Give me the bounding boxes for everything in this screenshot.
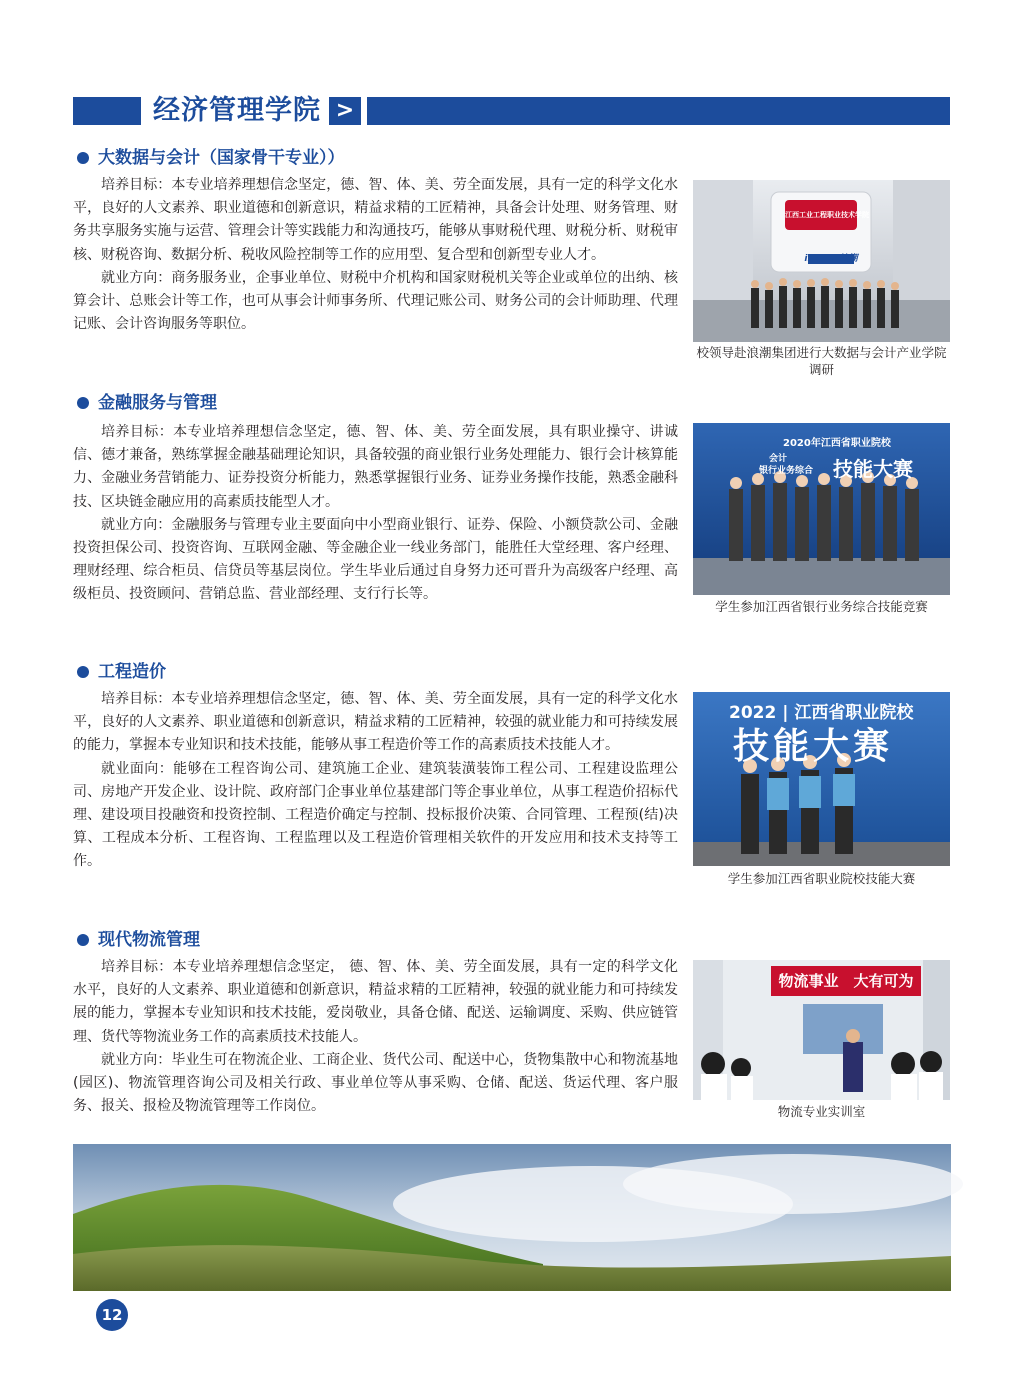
banner-big-text: 技能大赛	[733, 726, 894, 767]
section-heading	[73, 660, 951, 686]
banner-line-2: 会计	[769, 454, 788, 464]
program-logistics	[73, 928, 951, 1128]
banner-line-3: 银行业务综合	[759, 466, 814, 476]
section-body	[73, 956, 678, 1118]
section-header	[73, 97, 950, 125]
section-title: 现代物流管理	[98, 930, 200, 950]
photo-logistics-lab	[693, 960, 950, 1100]
banner-text: 物流事业 大有可为	[778, 972, 914, 990]
photo-caption: 学生参加江西省职业院校技能大赛	[727, 871, 916, 886]
landscape-banner	[73, 1144, 951, 1291]
paragraph-career: 就业方向：金融服务与管理专业主要面向中小型商业银行、证券、保险、小额贷款公司、金融投资担保公司、投资咨询、互联网金融、等金融企业一线业务部门，能胜任大堂经理、客户经理、理财经理、综合柜员、信贷员等基层岗位。学生毕业后通过自身努力还可晋升为高级客户经理、高级柜员、投资顾问、营销总监、营业部经理、支行行长等。	[73, 516, 678, 603]
section-heading	[73, 146, 951, 172]
section-title: 大数据与会计（国家骨干专业））	[98, 148, 345, 168]
program-engineering-cost	[73, 660, 951, 910]
paragraph-career: 就业方向：毕业生可在物流企业、工商企业、货代公司、配送中心，货物集散中心和物流基地(园区)、物流管理咨询公司及相关行政、事业单位等从事采购、仓储、配送、货运代理、客户服务、报关、报检及物流管理等工作岗位。	[73, 1051, 678, 1115]
paragraph-career: 就业面向：能够在工程咨询公司、建筑施工企业、建筑装潢装饰工程公司、工程建设监理公司、房地产开发企业、设计院、政府部门企事业单位基建部门等企事业单位，从事工程造价招标代理、建设项目投融资和投资控制、工程造价确定与控制、投标报价决策、合同管理、工程预(结)决算、工程成本分析、工程咨询、工程监理以及工程造价管理相关软件的开发应用和技术支持等工作。	[73, 760, 678, 870]
paragraph-career: 就业方向：商务服务业，企事业单位、财税中介机构和国家财税机关等企业或单位的出纳、核算会计、总账会计等工作，也可从事会计师事务所、代理记账公司、财务公司的会计师助理、代理记账、会计咨询服务等职位。	[73, 269, 678, 333]
photo-sign-text: 江西工业工程职业技术学院	[785, 211, 869, 219]
section-body	[73, 174, 678, 336]
inspur-logo: inspur 浪潮	[804, 254, 858, 264]
bullet-icon	[77, 152, 89, 164]
bullet-icon	[77, 934, 89, 946]
program-big-data-accounting	[73, 146, 951, 386]
section-heading	[73, 391, 951, 417]
page-title: 经济管理学院	[153, 95, 321, 126]
section-title: 工程造价	[98, 662, 166, 682]
header-bar-right	[367, 97, 950, 125]
banner-big-text: 技能大赛	[833, 457, 913, 481]
paragraph-goal: 培养目标：本专业培养理想信念坚定， 德、智、体、美、劳全面发展，具有一定的科学文化水平，良好的人文素养、职业道德和创新意识，精益求精的工匠精神，较强的就业能力和可持续发展的能力，掌握本专业知识和技术技能，爱岗敬业，具备仓储、配送、运输调度、采购、供应链管理、货代等物流业务工作的高素质技术技能人。	[73, 959, 678, 1045]
bullet-icon	[77, 666, 89, 678]
section-body	[73, 688, 678, 874]
banner-line-1: 2022 | 江西省职业院校	[729, 703, 914, 723]
header-bar-left	[73, 97, 141, 125]
program-financial-services	[73, 391, 951, 641]
chevron-right-icon: >	[329, 97, 361, 125]
paragraph-goal: 培养目标：本专业培养理想信念坚定，德、智、体、美、劳全面发展，具有一定的科学文化水平，良好的人文素养、职业道德和创新意识，精益求精的工匠精神，具备会计处理、财务管理、财务共享服务实施与运营、管理会计等实践能力和沟通技巧，能够从事财税代理、财税分析、财税审核、财税咨询、数据分析、税收风险控制等工作的应用型、复合型和创新型专业人才。	[73, 177, 678, 263]
section-heading	[73, 928, 951, 954]
section-title: 金融服务与管理	[98, 393, 217, 413]
bullet-icon	[77, 397, 89, 409]
paragraph-goal: 培养目标：本专业培养理想信念坚定，德、智、体、美、劳全面发展，具有职业操守、讲诚信、德才兼备，熟练掌握金融基础理论知识，具备较强的商业银行业务处理能力、银行会计核算能力、金融业务营销能力、证券投资分析能力，熟悉掌握银行业务、证券业务操作技能，熟悉金融科技、区块链金融应用的高素质技能型人才。	[73, 424, 678, 510]
page-number: 12	[96, 1299, 128, 1331]
photo-caption: 学生参加江西省银行业务综合技能竞赛	[715, 599, 928, 614]
photo-inspur-visit	[693, 180, 950, 342]
photo-banking-contest	[693, 423, 950, 595]
photo-caption: 校领导赴浪潮集团进行大数据与会计产业学院调研	[696, 345, 947, 377]
photo-caption: 物流专业实训室	[777, 1104, 866, 1119]
section-body	[73, 421, 678, 607]
paragraph-goal: 培养目标：本专业培养理想信念坚定，德、智、体、美、劳全面发展，具有一定的科学文化水平，良好的人文素养、职业道德和创新意识，精益求精的工匠精神，较强的就业能力和可持续发展的能力，掌握本专业知识和技术技能，能够从事工程造价等工作的高素质技术技能人才。	[73, 691, 678, 754]
banner-line-1: 2020年江西省职业院校	[783, 438, 891, 449]
photo-skills-contest	[693, 692, 950, 866]
landscape-illustration	[73, 1144, 951, 1291]
